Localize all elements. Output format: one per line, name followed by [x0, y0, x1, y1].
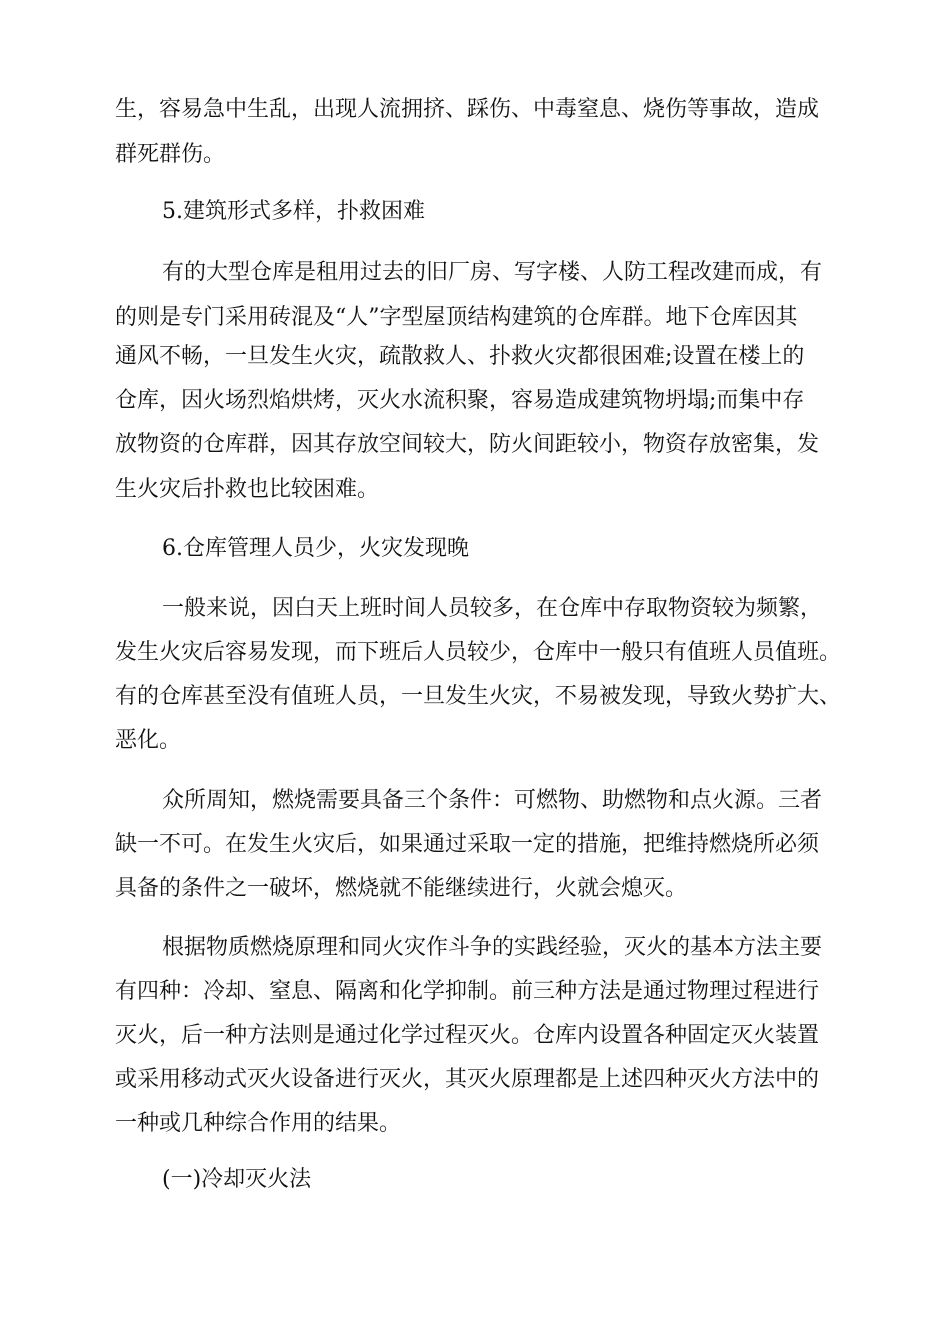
text-line: 一般来说，因白天上班时间人员较多，在仓库中存取物资较为频繁， — [162, 596, 823, 621]
text-line: 发生火灾后容易发现，而下班后人员较少，仓库中一般只有值班人员值班。 — [115, 640, 842, 665]
text-line: 灭火，后一种方法则是通过化学过程灭火。仓库内设置各种固定灭火装置 — [115, 1023, 820, 1048]
section-heading: (一)冷却灭火法 — [162, 1167, 312, 1192]
text-line: 通风不畅，一旦发生火灾，疏散救人、扑救火灾都很困难;设置在楼上的 — [115, 344, 805, 369]
text-line: 生，容易急中生乱，出现人流拥挤、踩伤、中毒窒息、烧伤等事故，造成 — [115, 97, 820, 122]
text-line: 生火灾后扑救也比较困难。 — [115, 477, 380, 502]
text-line: 有的大型仓库是租用过去的旧厂房、写字楼、人防工程改建而成，有 — [162, 260, 823, 285]
text-line: 有的仓库甚至没有值班人员，一旦发生火灾，不易被发现，导致火势扩大、 — [115, 684, 842, 709]
text-line: 恶化。 — [115, 728, 182, 753]
text-line: 众所周知，燃烧需要具备三个条件：可燃物、助燃物和点火源。三者 — [162, 788, 823, 813]
text-line: 仓库，因火场烈焰烘烤，灭火水流积聚，容易造成建筑物坍塌;而集中存 — [115, 388, 805, 413]
section-heading: 5.建筑形式多样，扑救困难 — [162, 199, 425, 224]
text-line: 的则是专门采用砖混及“人”字型屋顶结构建筑的仓库群。地下仓库因其 — [115, 305, 798, 330]
text-line: 放物资的仓库群，因其存放空间较大，防火间距较小，物资存放密集，发 — [115, 432, 820, 457]
text-line: 根据物质燃烧原理和同火灾作斗争的实践经验，灭火的基本方法主要 — [162, 935, 823, 960]
text-line: 缺一不可。在发生火灾后，如果通过采取一定的措施，把维持燃烧所必须 — [115, 832, 820, 857]
text-line: 有四种：冷却、窒息、隔离和化学抑制。前三种方法是通过物理过程进行 — [115, 979, 820, 1004]
text-line: 具备的条件之一破坏，燃烧就不能继续进行，火就会熄灭。 — [115, 876, 688, 901]
text-line: 或采用移动式灭火设备进行灭火，其灭火原理都是上述四种灭火方法中的 — [115, 1067, 820, 1092]
text-line: 群死群伤。 — [115, 142, 226, 167]
section-heading: 6.仓库管理人员少，火灾发现晚 — [162, 536, 469, 561]
text-line: 一种或几种综合作用的结果。 — [115, 1111, 402, 1136]
